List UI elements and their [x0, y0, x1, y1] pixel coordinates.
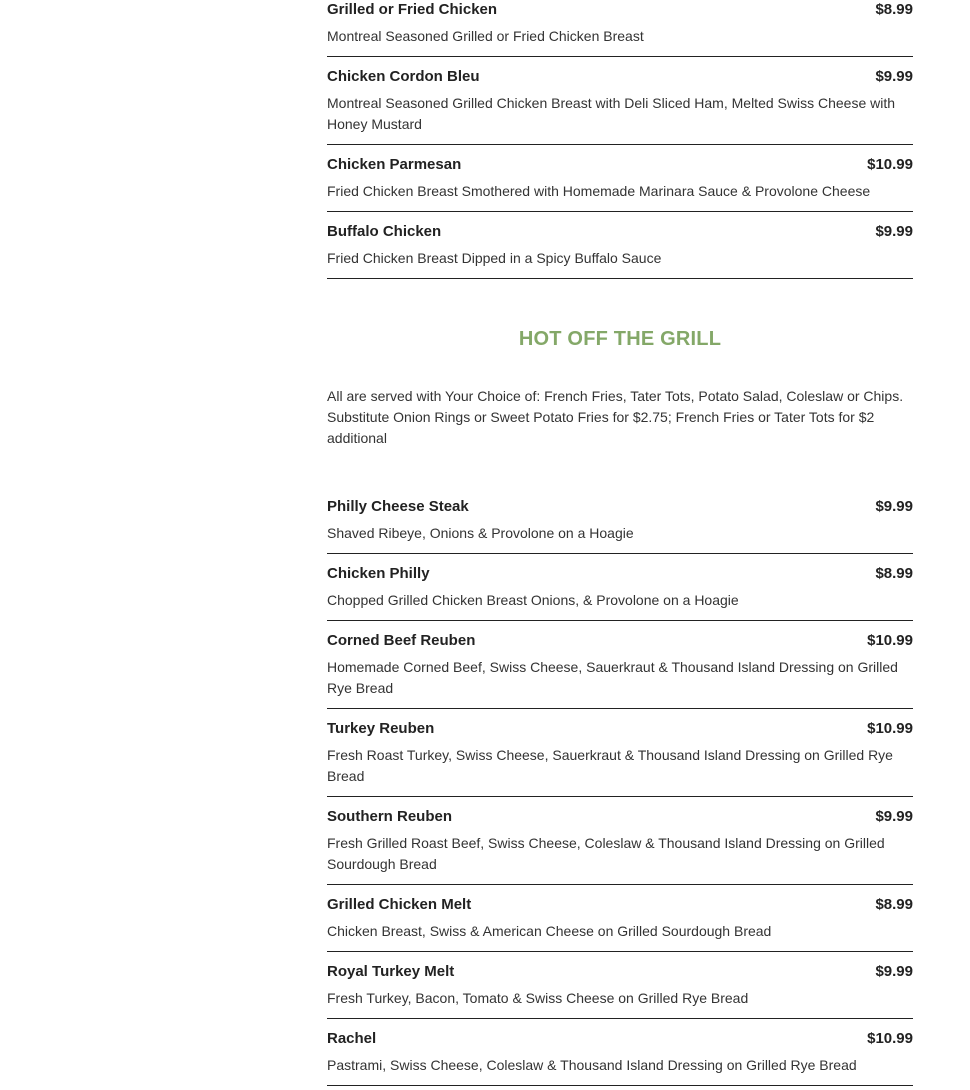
menu-item-name: Southern Reuben	[327, 808, 453, 825]
menu-section-chicken	[327, 0, 913, 279]
menu-item-description: Montreal Seasoned Grilled or Fried Chicken Breast	[327, 28, 644, 44]
menu-item-name: Corned Beef Reuben	[327, 632, 476, 649]
menu-item-header	[327, 1028, 913, 1050]
menu-item-price: $9.99	[875, 963, 913, 980]
menu-item	[327, 709, 913, 797]
menu-item-price: $9.99	[875, 808, 913, 825]
menu-item-description: Fresh Turkey, Bacon, Tomato & Swiss Cheese on Grilled Rye Bread	[327, 990, 749, 1006]
menu-column	[327, 0, 913, 1086]
menu-item-name: Chicken Cordon Bleu	[327, 68, 480, 85]
menu-item-description: Chopped Grilled Chicken Breast Onions, & Provolone on a Hoagie	[327, 592, 739, 608]
menu-item-header	[327, 630, 913, 652]
menu-item-description: Fried Chicken Breast Dipped in a Spicy Buffalo Sauce	[327, 250, 662, 266]
menu-item-description: Homemade Corned Beef, Swiss Cheese, Sauerkraut & Thousand Island Dressing on Grilled Rye Bread	[327, 659, 898, 696]
menu-item	[327, 797, 913, 885]
menu-item	[327, 485, 913, 554]
menu-item	[327, 145, 913, 212]
menu-item-name: Philly Cheese Steak	[327, 498, 469, 515]
menu-item-header	[327, 806, 913, 828]
menu-item-price: $8.99	[875, 565, 913, 582]
section-title: HOT OFF THE GRILL	[518, 328, 722, 350]
menu-item-description: Shaved Ribeye, Onions & Provolone on a Hoagie	[327, 525, 634, 541]
menu-item-header	[327, 894, 913, 916]
menu-item-name: Turkey Reuben	[327, 720, 435, 737]
menu-item-description: Fresh Grilled Roast Beef, Swiss Cheese, Coleslaw & Thousand Island Dressing on Grilled Sourdough Bread	[327, 835, 885, 872]
menu-item-name: Rachel	[327, 1030, 377, 1047]
menu-item-price: $9.99	[875, 223, 913, 240]
section-spacer	[327, 279, 913, 319]
menu-item-price: $8.99	[875, 896, 913, 913]
menu-item-name: Buffalo Chicken	[327, 223, 442, 240]
menu-item-header	[327, 0, 913, 21]
menu-item-header	[327, 496, 913, 518]
menu-item-name: Grilled Chicken Melt	[327, 896, 472, 913]
menu-item-price: $10.99	[867, 720, 913, 737]
menu-item-description: Fried Chicken Breast Smothered with Homemade Marinara Sauce & Provolone Cheese	[327, 183, 871, 199]
menu-item-description: Pastrami, Swiss Cheese, Coleslaw & Thousand Island Dressing on Grilled Rye Bread	[327, 1057, 857, 1073]
menu-item-price: $10.99	[867, 156, 913, 173]
menu-item	[327, 621, 913, 709]
menu-section-hot-off-the-grill	[327, 319, 913, 1086]
section-note: All are served with Your Choice of: French Fries, Tater Tots, Potato Salad, Coleslaw or Chips. Substitute Onion Rings or Sweet Potato Fries for $2.75; French Fries or Tater Tots for $2 additional	[327, 388, 904, 446]
menu-item-name: Chicken Philly	[327, 565, 430, 582]
menu-item	[327, 212, 913, 279]
menu-item-header	[327, 563, 913, 585]
menu-item-price: $8.99	[875, 1, 913, 18]
menu-item	[327, 0, 913, 57]
menu-item-header	[327, 154, 913, 176]
menu-item-price: $10.99	[867, 632, 913, 649]
menu-item	[327, 554, 913, 621]
menu-item-name: Chicken Parmesan	[327, 156, 462, 173]
menu-item-name: Grilled or Fried Chicken	[327, 1, 498, 18]
menu-item-description: Chicken Breast, Swiss & American Cheese on Grilled Sourdough Bread	[327, 923, 772, 939]
menu-item-description: Montreal Seasoned Grilled Chicken Breast with Deli Sliced Ham, Melted Swiss Cheese with Honey Mustard	[327, 95, 896, 132]
menu-item	[327, 1019, 913, 1086]
menu-item-name: Royal Turkey Melt	[327, 963, 455, 980]
menu-item-description: Fresh Roast Turkey, Swiss Cheese, Sauerkraut & Thousand Island Dressing on Grilled Rye Bread	[327, 747, 893, 784]
menu-item-header	[327, 221, 913, 243]
menu-item	[327, 57, 913, 145]
menu-item-price: $9.99	[875, 68, 913, 85]
menu-item-header	[327, 66, 913, 88]
menu-item	[327, 952, 913, 1019]
menu-item-price: $10.99	[867, 1030, 913, 1047]
menu-item-header	[327, 961, 913, 983]
menu-item-price: $9.99	[875, 498, 913, 515]
menu-item-header	[327, 718, 913, 740]
menu-item	[327, 885, 913, 952]
